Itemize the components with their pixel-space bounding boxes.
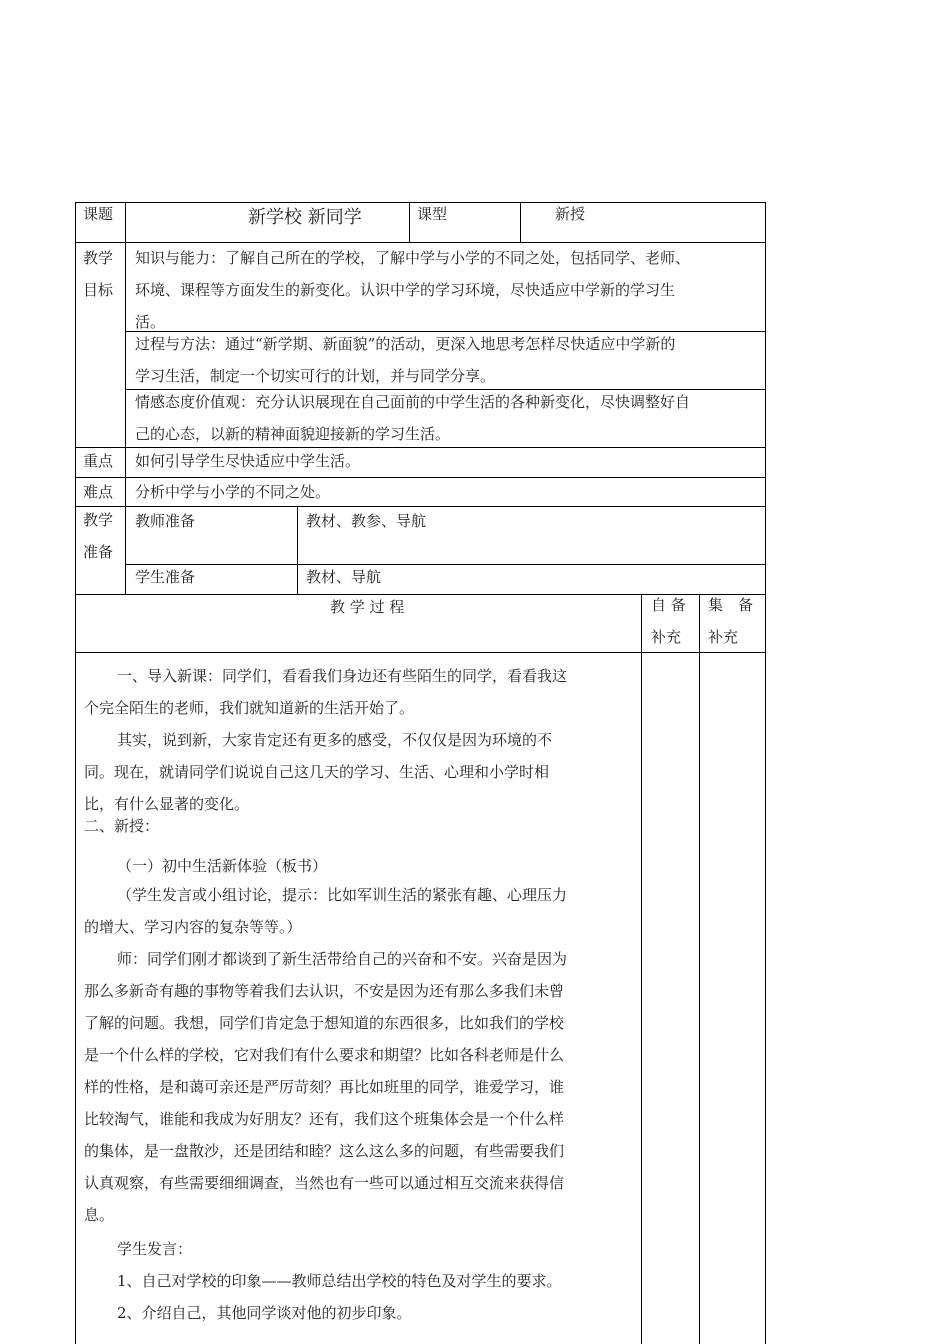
difficulty-value: 分析中学与小学的不同之处。 (135, 483, 331, 501)
list-item: 1、自己对学校的印象——教师总结出学校的特色及对学生的要求。 (117, 1272, 562, 1290)
teacher-line: 师：同学们刚才都谈到了新生活带给自己的兴奋和不安。兴奋是因为 (117, 950, 568, 968)
hint-line: 的增大、学习内容的复杂等等。） (84, 918, 302, 936)
table-line-group-col (699, 594, 700, 1344)
self-supplement-line1: 自 备 (651, 596, 686, 614)
hint-line: （学生发言或小组讨论，提示：比如军训生活的紧张有趣、心理压力 (117, 886, 568, 904)
type-value: 新授 (555, 205, 586, 223)
intro-line: 个完全陌生的老师，我们就知道新的生活开始了。 (84, 699, 415, 717)
objectives-label-line2: 目标 (83, 281, 114, 299)
type-label: 课型 (417, 205, 448, 223)
topic-label: 课题 (83, 205, 114, 223)
preparation-label-line2: 准备 (83, 543, 114, 561)
objective-knowledge (135, 242, 690, 338)
teacher-line: 的集体，是一盘散沙，还是团结和睦？这么这么多的问题，有些需要我们 (84, 1142, 565, 1160)
intro-paragraph (84, 660, 567, 724)
emotion-line: 情感态度价值观：充分认识展现在自己面前的中学生活的各种新变化，尽快调整好自 (135, 393, 691, 411)
group-supplement-line2: 补充 (708, 628, 739, 646)
table-line-type-label-right (520, 202, 521, 242)
intro2-line: 比，有什么显著的变化。 (84, 795, 250, 813)
table-line-label-col (125, 202, 126, 594)
teacher-line: 那么多新奇有趣的事物等着我们去认识，不安是因为还有那么多我们未曾 (84, 982, 565, 1000)
table-line-difficulty-top (75, 477, 766, 478)
group-supplement-header (708, 589, 753, 653)
knowledge-line: 活。 (135, 313, 166, 331)
keypoint-value: 如何引导学生尽快适应中学生活。 (135, 452, 361, 470)
teacher-line: 认真观察，有些需要细细调查，当然也有一些可以通过相互交流来获得信 (84, 1174, 565, 1192)
group-supplement-line1: 集 备 (708, 596, 754, 614)
student-speak-heading: 学生发言： (117, 1240, 193, 1258)
table-line-prep-value-col (297, 506, 298, 594)
process-line: 学习生活，制定一个切实可行的计划，并与同学分享。 (135, 367, 496, 385)
self-supplement-line2: 补充 (651, 628, 682, 646)
keypoint-label: 重点 (83, 452, 114, 470)
difficulty-label: 难点 (83, 483, 114, 501)
intro2-line: 其实，说到新，大家肯定还有更多的感受，不仅仅是因为环境的不 (117, 731, 553, 749)
page-title: 新学校 新同学 (248, 207, 362, 228)
teacher-prep-value: 教材、教参、导航 (306, 512, 427, 530)
objectives-label (83, 242, 113, 306)
process-title: 教 学 过 程 (330, 598, 405, 616)
teacher-line: 是一个什么样的学校，它对我们有什么要求和期望？比如各科老师是什么 (84, 1046, 565, 1064)
table-line-type-label-left (409, 202, 410, 242)
process-line: 过程与方法：通过“新学期、新面貌”的活动，更深入地思考怎样尽快适应中学新的 (135, 335, 676, 353)
intro-line: 一、导入新课：同学们，看看我们身边还有些陌生的同学，看看我这 (117, 667, 568, 685)
self-supplement-header (651, 589, 686, 653)
table-line-student-prep-top (125, 564, 766, 565)
objectives-label-line1: 教学 (83, 249, 114, 267)
subsection-heading: （一）初中生活新体验（板书） (117, 857, 328, 875)
preparation-label-line1: 教学 (83, 511, 114, 529)
teacher-line: 比较淘气，谁能和我成为好朋友？还有，我们这个班集体会是一个什么样 (84, 1110, 565, 1128)
emotion-line: 己的心态，以新的精神面貌迎接新的学习生活。 (135, 425, 451, 443)
intro2-paragraph (84, 724, 552, 820)
knowledge-line: 环境、课程等方面发生的新变化。认识中学的学习环境，尽快适应中学新的学习生 (135, 281, 676, 299)
teacher-paragraph (84, 943, 567, 1231)
intro2-line: 同。现在，就请同学们说说自己这几天的学习、生活、心理和小学时相 (84, 763, 550, 781)
teacher-line: 样的性格，是和蔼可亲还是严厉苛刻？再比如班里的同学，谁爱学习，谁 (84, 1078, 565, 1096)
list-item: 2、介绍自己，其他同学谈对他的初步印象。 (117, 1304, 412, 1322)
student-prep-label: 学生准备 (135, 568, 196, 586)
objective-process (135, 328, 675, 392)
table-line-preparation-top (75, 506, 766, 507)
teacher-line: 了解的问题。我想，同学们肯定急于想知道的东西很多，比如我们的学校 (84, 1014, 565, 1032)
table-border-right (765, 202, 766, 1344)
preparation-label (83, 504, 113, 568)
section-heading: 二、新授： (84, 817, 160, 835)
table-border-left (75, 202, 76, 1344)
objective-emotion (135, 386, 690, 450)
hint-paragraph (84, 879, 567, 943)
teacher-prep-label: 教师准备 (135, 512, 196, 530)
knowledge-line: 知识与能力：了解自己所在的学校，了解中学与小学的不同之处，包括同学、老师、 (135, 249, 691, 267)
teacher-line: 息。 (84, 1206, 115, 1224)
table-line-self-col (641, 594, 642, 1344)
student-prep-value: 教材、导航 (306, 568, 382, 586)
